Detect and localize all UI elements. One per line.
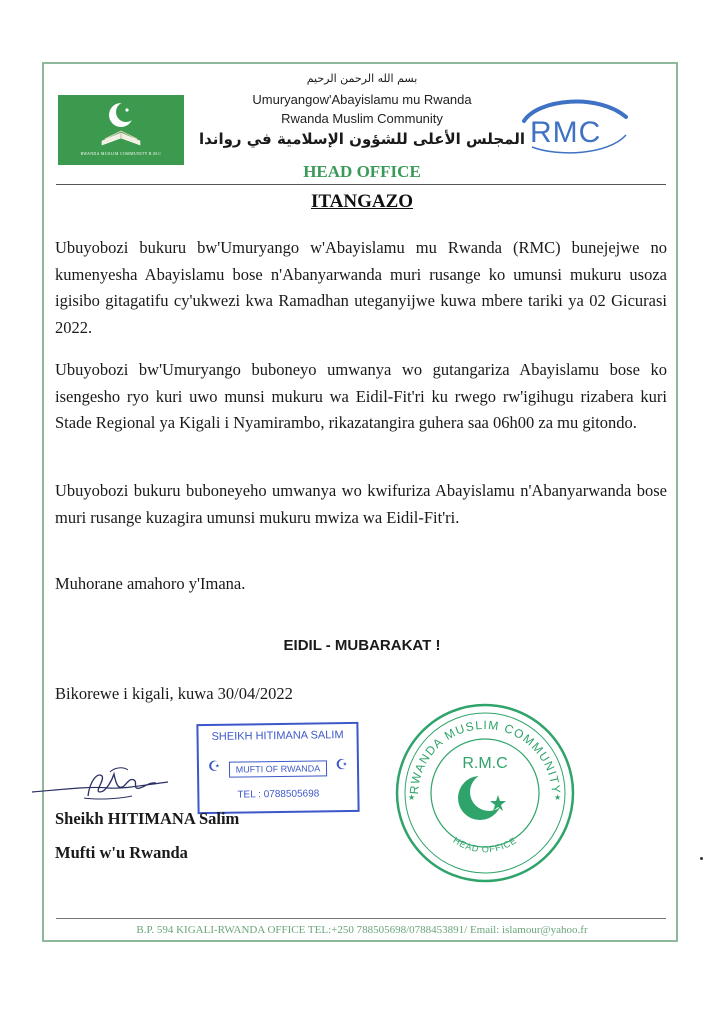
org-name-english: Rwanda Muslim Community <box>281 111 443 126</box>
svg-text:HEAD OFFICE <box>451 835 518 854</box>
rmc-crescent-logo <box>58 95 184 165</box>
signatory-name: Sheikh HITIMANA Salim <box>55 809 240 828</box>
signatory-title: Mufti w'u Rwanda <box>55 843 188 862</box>
header-divider <box>56 184 666 185</box>
stamp-phone: TEL : 0788505698 <box>237 788 320 801</box>
paragraph-prayer-venue: Ubuyobozi bw'Umuryango buboneyo umwanya wo gutangariza Abayislamu bose ko isengesho ryo kuri uwo munsi mukuru wa Eidil-Fit'ri ku rwego rw'igihugu rizabera kuri Stade Regional ya Kigali i Nyamirambo, rikazatangira guhera saa 06h00 za mu gitondo. <box>55 360 667 432</box>
mufti-blue-stamp <box>196 722 359 814</box>
rmc-wordmark-logo <box>518 95 630 157</box>
ink-dot <box>700 857 703 860</box>
footer-divider <box>56 918 666 919</box>
paragraph-announcement: Ubuyobozi bukuru bw'Umuryango w'Abayislamu mu Rwanda (RMC) bunejejwe no kumenyesha Abayislamu bose n'Abanyarwanda muri rusange ko umunsi mukuru usoza igisibo gitagatifu cy'ukwezi kwa Ramadhan uteganyijwe kuwa mbere tariki ya 02 Gicurasi 2022. <box>55 238 667 337</box>
document-title: ITANGAZO <box>310 191 414 212</box>
paragraph-closing: Muhorane amahoro y'Imana. <box>55 574 246 593</box>
org-name-kinyarwanda: Umuryangow'Abayislamu mu Rwanda <box>252 92 472 107</box>
crescent-icon: ☪ <box>335 756 349 773</box>
seal-star-right-icon: ★ <box>554 793 562 802</box>
stamp-title: MUFTI OF RWANDA <box>229 760 327 777</box>
footer-contact: B.P. 594 KIGALI-RWANDA OFFICE TEL:+250 788505698/0788453891/ Email: islamour@yahoo.fr <box>136 924 588 936</box>
crescent-book-icon <box>58 95 184 151</box>
rmc-round-seal <box>392 700 578 886</box>
head-office-label: HEAD OFFICE <box>303 162 421 181</box>
org-name-arabic: المجلس الأعلى للشؤون الإسلامية في رواندا <box>199 130 525 148</box>
stamp-name: SHEIKH HITIMANA SALIM <box>211 729 344 743</box>
rmc-logo-text: RMC <box>530 116 602 149</box>
seal-star-left-icon: ★ <box>408 793 416 802</box>
seal-top-text: RWANDA MUSLIM COMMUNITY <box>406 717 564 795</box>
seal-bottom-text: HEAD OFFICE <box>451 835 519 855</box>
handwritten-signature <box>28 762 178 806</box>
date-line: Bikorewe i kigali, kuwa 30/04/2022 <box>55 684 293 703</box>
logo-caption: RWANDA MUSLIM COMMUNITY R.M.C <box>80 151 162 156</box>
crescent-icon: ☪ <box>207 757 221 774</box>
seal-center-text: R.M.C <box>462 755 508 772</box>
crescent-star-icon <box>458 773 508 820</box>
eid-greeting: EIDIL - MUBARAKAT ! <box>283 637 441 654</box>
paragraph-wishes: Ubuyobozi bukuru buboneyeho umwanya wo kwifuriza Abayislamu n'Abanyarwanda bose muri rusange kuzagira umunsi mukuru mwiza wa Eidil-Fit'ri. <box>55 481 667 527</box>
bismillah-text: بسم الله الرحمن الرحيم <box>306 72 418 85</box>
